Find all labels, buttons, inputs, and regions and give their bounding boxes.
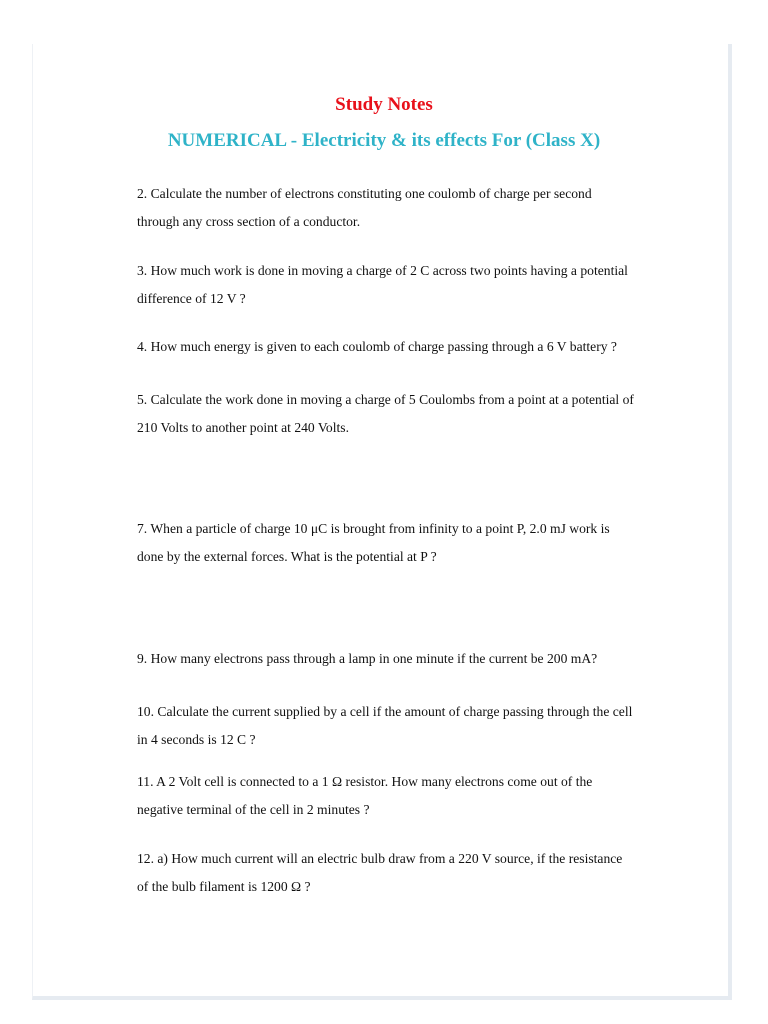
- question-2: [137, 180, 657, 236]
- question-7: [137, 515, 657, 571]
- question-7-line-1: 7. When a particle of charge 10 μC is brought from infinity to a point P, 2.0 mJ work is: [137, 521, 610, 536]
- question-2-line-2: through any cross section of a conductor.: [137, 214, 361, 229]
- question-4-line-1: 4. How much energy is given to each coulomb of charge passing through a 6 V battery ?: [137, 339, 617, 354]
- question-9-line-1: 9. How many electrons pass through a lamp in one minute if the current be 200 mA?: [137, 651, 598, 666]
- page-title: Study Notes: [335, 94, 433, 115]
- question-2-line-1: 2. Calculate the number of electrons constituting one coulomb of charge per second: [137, 186, 592, 201]
- question-9: [137, 645, 657, 673]
- question-11-line-2: negative terminal of the cell in 2 minutes ?: [137, 802, 370, 817]
- question-7-line-2: done by the external forces. What is the potential at P ?: [137, 549, 437, 564]
- question-12-line-1: 12. a) How much current will an electric bulb draw from a 220 V source, if the resistance: [137, 851, 623, 866]
- question-10: [137, 698, 657, 754]
- question-11-line-1: 11. A 2 Volt cell is connected to a 1 Ω resistor. How many electrons come out of the: [137, 774, 593, 789]
- page-subtitle: NUMERICAL - Electricity & its effects For (Class X): [167, 130, 601, 151]
- question-12: [137, 845, 657, 901]
- question-10-line-2: in 4 seconds is 12 C ?: [137, 732, 256, 747]
- question-5-line-2: 210 Volts to another point at 240 Volts.: [137, 420, 349, 435]
- question-3: [137, 257, 657, 313]
- question-4: [137, 333, 657, 361]
- question-3-line-1: 3. How much work is done in moving a charge of 2 C across two points having a potential: [137, 263, 628, 278]
- question-10-line-1: 10. Calculate the current supplied by a cell if the amount of charge passing through the cell: [137, 704, 633, 719]
- question-11: [137, 768, 657, 824]
- question-12-line-2: of the bulb filament is 1200 Ω ?: [137, 879, 311, 894]
- question-5: [137, 386, 657, 442]
- question-5-line-1: 5. Calculate the work done in moving a charge of 5 Coulombs from a point at a potential of: [137, 392, 634, 407]
- question-3-line-2: difference of 12 V ?: [137, 291, 246, 306]
